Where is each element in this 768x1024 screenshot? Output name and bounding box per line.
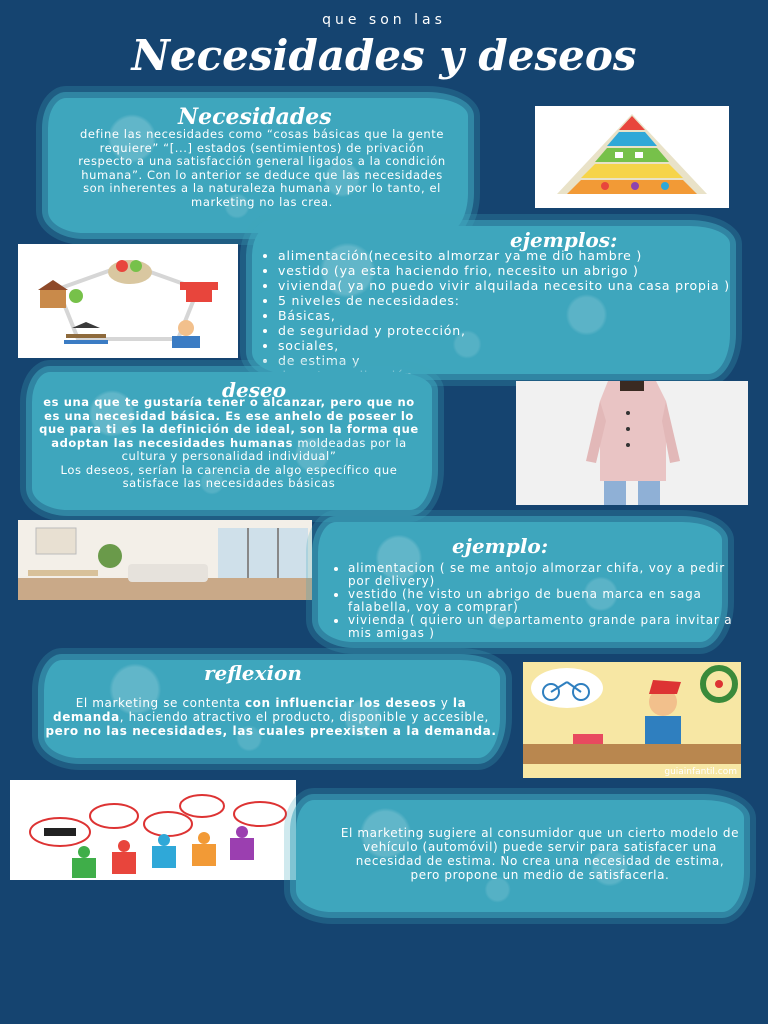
reflexion-part-6: pero no las necesidades, las cuales preexisten a la demanda. xyxy=(45,724,497,738)
deseo-text xyxy=(38,396,420,491)
reflexion-part-5: , haciendo atractivo el producto, disponible y accesible, xyxy=(119,710,489,724)
ejemplo-list xyxy=(330,562,740,640)
reflexion-part-4: la demanda xyxy=(53,696,467,724)
list-item: • vestido (ya esta haciendo frio, necesito un abrigo ) xyxy=(278,263,768,278)
list-item: • 5 niveles de necesidades: xyxy=(278,293,768,308)
list-item: • vivienda ( quiero un departamento grande para invitar a mis amigas ) xyxy=(348,614,740,640)
necesidades-text: define las necesidades como “cosas básicas que la gente requiere” “[...] estados (sentimientos) de privación respecto a una satisfacción general ligados a la condición humana”. Con lo anterior se deduce que las necesidades son inherentes a la naturaleza humana y por lo tanto, el marketing no las crea. xyxy=(78,127,446,209)
kid-bike-image xyxy=(523,662,741,778)
list-item: • de seguridad y protección, xyxy=(278,323,768,338)
list-item: • sociales, xyxy=(278,338,768,353)
needs-cycle-image xyxy=(18,244,238,358)
deseo-heading: deseo xyxy=(222,378,287,402)
list-item: • vestido (he visto un abrigo de buena marca en saga falabella, voy a comprar) xyxy=(348,588,740,614)
list-item: • Básicas, xyxy=(278,308,768,323)
list-item: • alimentacion ( se me antojo almorzar chifa, voy a pedir por delivery) xyxy=(348,562,740,588)
list-item: • alimentación(necesito almorzar ya me dio hambre ) xyxy=(278,248,768,263)
kid-image-caption: guiainfantil.com xyxy=(664,767,737,777)
page-title: Necesidades y deseos xyxy=(131,31,637,80)
list-item: • vivienda( ya no puedo vivir alquilada necesito una casa propia ) xyxy=(278,278,768,293)
ejemplos-list xyxy=(260,248,768,383)
deseo-bold-text: es una que te gustaría tener o alcanzar, pero que no es una necesidad básica. Es ese anhelo de poseer lo que para ti es la definición de ideal, son la forma que adoptan las necesidades humanas xyxy=(39,395,419,450)
ejemplos-heading: ejemplos: xyxy=(510,228,618,252)
deseo-text-2: Los deseos, serían la carencia de algo específico que satisface las necesidades básicas xyxy=(60,462,398,490)
people-desires-image xyxy=(10,780,296,880)
pink-coat-image xyxy=(516,381,748,505)
marketing-text: El marketing sugiere al consumidor que un cierto modelo de vehículo (automóvil) puede servir para satisfacer una necesidad de estima. No crea una necesidad de estima, pero propone un medio de satisfacerla. xyxy=(340,826,740,882)
reflexion-part-1: El marketing se contenta xyxy=(75,696,245,710)
necesidades-heading: Necesidades xyxy=(178,104,332,130)
reflexion-part-3: y xyxy=(436,696,453,710)
needs-pyramid-image xyxy=(535,106,729,208)
reflexion-part-2: con influenciar los deseos xyxy=(244,696,437,710)
reflexion-text xyxy=(40,696,502,738)
reflexion-heading: reflexion xyxy=(204,661,302,685)
deseo-normal-text: moldeadas por la cultura y personalidad individual” xyxy=(121,435,407,463)
header-subtitle: que son las xyxy=(322,12,446,28)
list-item: • de estima y xyxy=(278,353,768,368)
living-room-image xyxy=(18,520,312,600)
ejemplo-heading: ejemplo: xyxy=(452,534,549,558)
